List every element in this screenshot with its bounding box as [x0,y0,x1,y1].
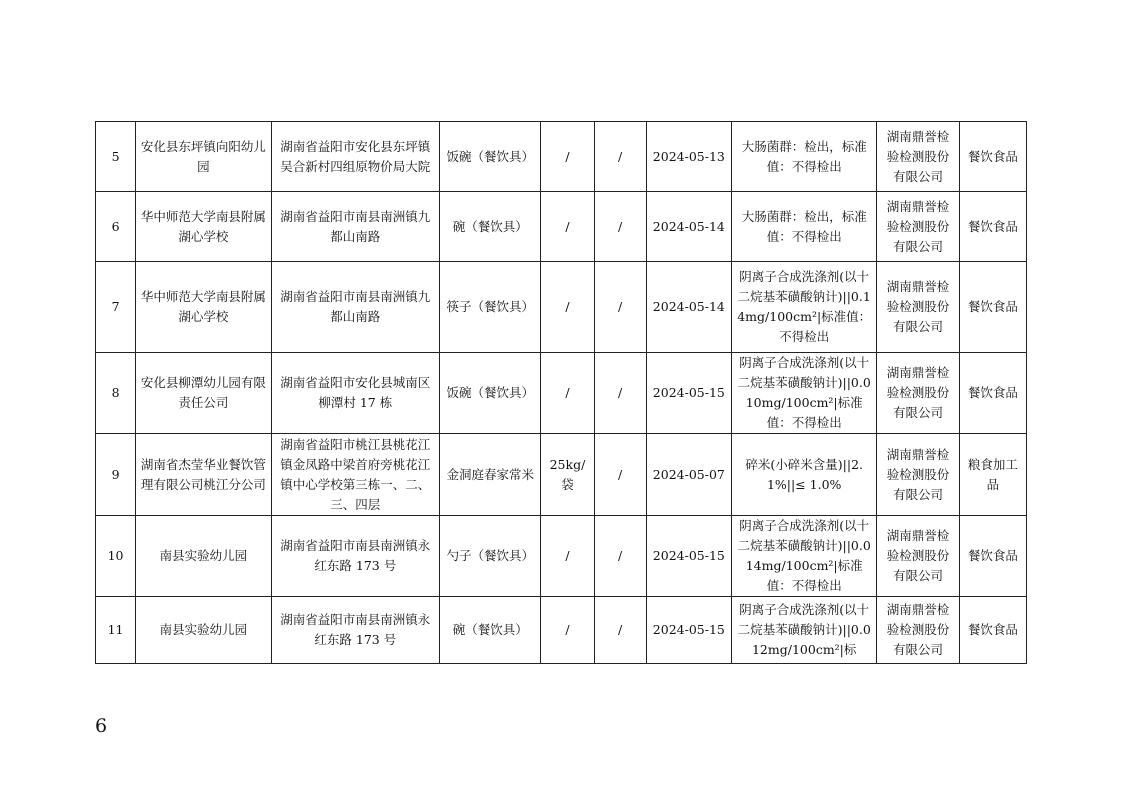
table-row [96,516,1027,597]
specification: / [541,122,594,192]
table-row [96,597,1027,664]
page-number: 6 [95,715,108,737]
nonconforming-item: 阴离子合成洗涤剂(以十二烷基苯磺酸钠计)||0.14mg/100cm²|标准值：不得检出 [731,262,876,353]
testing-agency: 湖南鼎誉检验检测股份有限公司 [877,122,959,192]
testing-agency: 湖南鼎誉检验检测股份有限公司 [877,597,959,664]
specification: / [541,262,594,353]
table-row [96,434,1027,516]
sampled-unit: 南县实验幼儿园 [136,597,271,664]
trademark: / [594,434,646,516]
table-row [96,122,1027,192]
nonconforming-item: 大肠菌群：检出，标准值：不得检出 [731,192,876,262]
testing-agency: 湖南鼎誉检验检测股份有限公司 [877,262,959,353]
table-row [96,353,1027,434]
row-number: 11 [96,597,136,664]
product-name: 碗（餐饮具） [440,597,541,664]
table-row [96,192,1027,262]
sampled-unit: 华中师范大学南县附属湖心学校 [136,192,271,262]
testing-agency: 湖南鼎誉检验检测股份有限公司 [877,192,959,262]
trademark: / [594,192,646,262]
trademark: / [594,597,646,664]
product-name: 金洞庭春家常米 [440,434,541,516]
product-name: 饭碗（餐饮具） [440,353,541,434]
product-name: 碗（餐饮具） [440,192,541,262]
production-date: 2024-05-15 [646,597,731,664]
product-name: 饭碗（餐饮具） [440,122,541,192]
production-date: 2024-05-15 [646,516,731,597]
testing-agency: 湖南鼎誉检验检测股份有限公司 [877,353,959,434]
food-category: 粮食加工品 [959,434,1026,516]
testing-agency: 湖南鼎誉检验检测股份有限公司 [877,434,959,516]
sampled-unit: 华中师范大学南县附属湖心学校 [136,262,271,353]
unit-address: 湖南省益阳市南县南洲镇永红东路 173 号 [271,597,440,664]
food-category: 餐饮食品 [959,192,1026,262]
row-number: 7 [96,262,136,353]
unit-address: 湖南省益阳市南县南洲镇永红东路 173 号 [271,516,440,597]
food-category: 餐饮食品 [959,262,1026,353]
production-date: 2024-05-14 [646,262,731,353]
unit-address: 湖南省益阳市南县南洲镇九都山南路 [271,262,440,353]
nonconforming-item: 大肠菌群：检出，标准值：不得检出 [731,122,876,192]
sampled-unit: 湖南省杰莹华业餐饮管理有限公司桃江分公司 [136,434,271,516]
row-number: 6 [96,192,136,262]
specification: / [541,516,594,597]
product-name: 筷子（餐饮具） [440,262,541,353]
sampled-unit: 安化县东坪镇向阳幼儿园 [136,122,271,192]
row-number: 8 [96,353,136,434]
sampled-unit: 安化县柳潭幼儿园有限责任公司 [136,353,271,434]
specification: / [541,353,594,434]
specification: / [541,597,594,664]
row-number: 10 [96,516,136,597]
production-date: 2024-05-14 [646,192,731,262]
production-date: 2024-05-07 [646,434,731,516]
unit-address: 湖南省益阳市南县南洲镇九都山南路 [271,192,440,262]
product-name: 勺子（餐饮具） [440,516,541,597]
specification: 25kg/袋 [541,434,594,516]
row-number: 5 [96,122,136,192]
nonconforming-item: 阴离子合成洗涤剂(以十二烷基苯磺酸钠计)||0.014mg/100cm²|标准值：不得检出 [731,516,876,597]
unit-address: 湖南省益阳市安化县东坪镇吴合新村四组原物价局大院 [271,122,440,192]
production-date: 2024-05-13 [646,122,731,192]
production-date: 2024-05-15 [646,353,731,434]
trademark: / [594,262,646,353]
unit-address: 湖南省益阳市安化县城南区柳潭村 17 栋 [271,353,440,434]
nonconforming-item: 阴离子合成洗涤剂(以十二烷基苯磺酸钠计)||0.010mg/100cm²|标准值：不得检出 [731,353,876,434]
nonconforming-item: 阴离子合成洗涤剂(以十二烷基苯磺酸钠计)||0.012mg/100cm²|标 [731,597,876,664]
nonconforming-item: 碎米(小碎米含量)||2.1%||≤ 1.0% [731,434,876,516]
testing-agency: 湖南鼎誉检验检测股份有限公司 [877,516,959,597]
unit-address: 湖南省益阳市桃江县桃花江镇金凤路中梁首府旁桃花江镇中心学校第三栋一、二、三、四层 [271,434,440,516]
specification: / [541,192,594,262]
trademark: / [594,516,646,597]
trademark: / [594,122,646,192]
food-category: 餐饮食品 [959,597,1026,664]
table-row [96,262,1027,353]
trademark: / [594,353,646,434]
sampled-unit: 南县实验幼儿园 [136,516,271,597]
food-category: 餐饮食品 [959,353,1026,434]
inspection-results-table [95,121,1027,664]
food-category: 餐饮食品 [959,122,1026,192]
food-category: 餐饮食品 [959,516,1026,597]
row-number: 9 [96,434,136,516]
